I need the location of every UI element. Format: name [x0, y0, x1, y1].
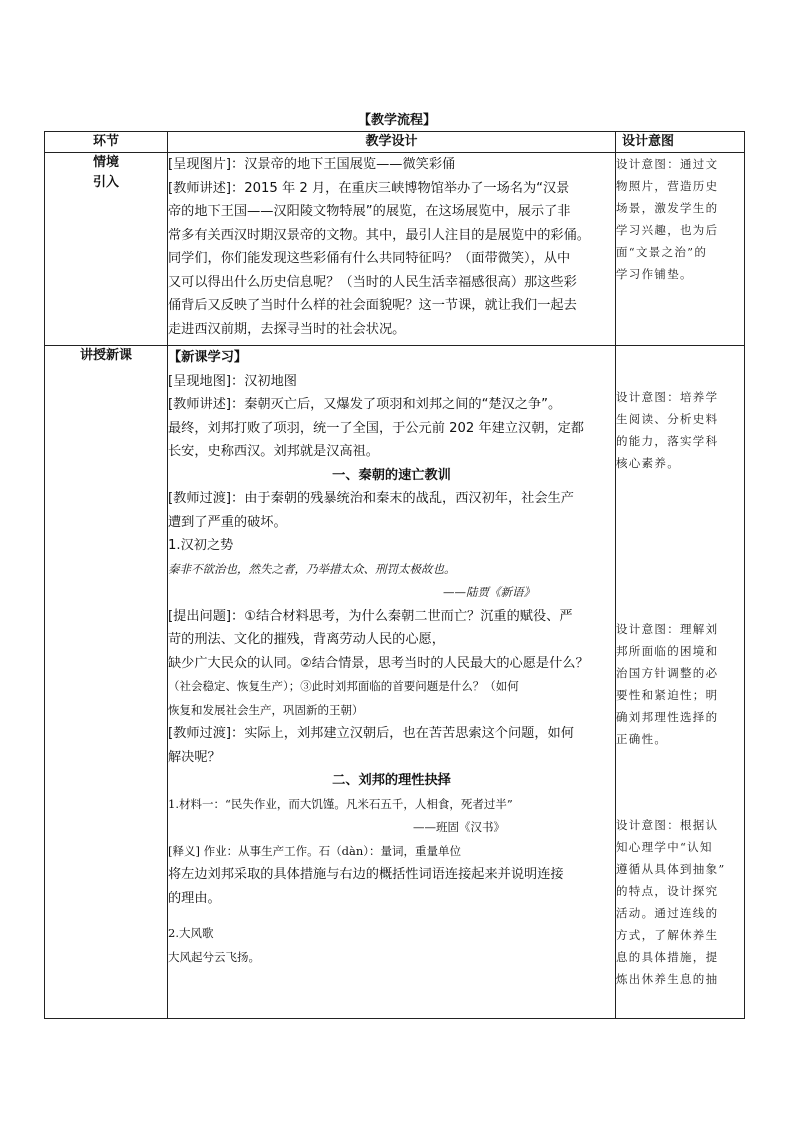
transition-line: [教师过渡]：实际上，刘邦建立汉朝后，也在苦苦思索这个问题，如何	[168, 726, 574, 741]
item-heading-1: 1.汉初之势	[168, 538, 234, 553]
explain-line: [释义] 作业：从事生产工作。石（dàn）：量词，重量单位	[168, 843, 462, 858]
intent-line: 物照片，营造历史	[616, 179, 719, 193]
intent-introduction	[616, 153, 745, 346]
narration-line: 长安，史称西汉。刘邦就是汉高祖。	[168, 444, 379, 459]
section-heading-2: 二、刘邦的理性抉择	[332, 773, 451, 788]
intent-line: 面“文景之治”的	[616, 245, 708, 259]
intent-line: 确刘邦理性选择的	[616, 710, 719, 724]
header-phase: 环节	[45, 132, 168, 153]
document-title: 【教学流程】	[357, 113, 436, 128]
intent-line: 设计意图：理解刘	[616, 622, 719, 636]
teaching-process-table	[44, 131, 745, 1019]
intent-line: 邦所面临的困境和	[616, 644, 719, 658]
intent-line: 治国方针调整的必	[616, 666, 719, 680]
phase-introduction	[45, 153, 168, 346]
map-line: [呈现地图]：汉初地图	[168, 373, 297, 389]
intent-line: 的特点，设计探究	[616, 884, 719, 898]
intro-line: 走进西汉前期，去探寻当时的社会状况。	[168, 321, 406, 337]
intro-line: 同学们，你们能发现这些彩俑有什么共同特征吗？（面带微笑），从中	[168, 251, 571, 266]
task-line: 的理由。	[168, 890, 221, 906]
narration-line: 最终，刘邦打败了项羽，统一了全国，于公元前 202 年建立汉朝，定都	[168, 420, 584, 436]
transition-line: 遭到了严重的破坏。	[168, 514, 287, 530]
header-intent: 设计意图	[616, 132, 745, 153]
intent-line: 场景，激发学生的	[616, 201, 719, 215]
intent-line: 炼出休养生息的抽	[616, 972, 719, 986]
question-line: 苛的刑法、文化的摧残，背离劳动人民的心愿，	[168, 632, 445, 647]
material-line: 1.材料一：“民失作业，而大饥馑。凡米石五千，人相食，死者过半”	[168, 796, 513, 811]
intent-line: 学习作铺垫。	[616, 267, 693, 281]
quote-source: ——陆贾《新语》	[443, 585, 535, 599]
phase-introduction-line1: 情境	[92, 155, 119, 170]
intent-line: 知心理学中“认知	[616, 840, 713, 854]
intent-line: 设计意图：培养学	[616, 390, 719, 404]
task-line: 将左边刘邦采取的具体措施与右边的概括性词语连接起来并说明连接	[168, 867, 564, 882]
design-introduction	[168, 153, 616, 346]
question-line: 恢复和发展社会生产，巩固新的王朝）	[168, 702, 364, 717]
intent-line: 核心素养。	[616, 456, 680, 470]
intent-line: 息的具体措施，提	[616, 950, 719, 964]
header-design: 教学设计	[168, 132, 616, 153]
intro-line: 俑背后又反映了当时什么样的社会面貌呢？这一节课，就让我们一起去	[168, 298, 577, 313]
question-line: [提出问题]：①结合材料思考，为什么秦朝二世而亡？沉重的赋役、严	[168, 608, 573, 624]
design-new-lesson	[168, 346, 616, 1019]
intent-new-lesson	[616, 346, 745, 1019]
table-header-row	[45, 132, 745, 153]
quote-line: 秦非不欲治也，然失之者，乃举措太众、刑罚太极故也。	[168, 561, 456, 576]
transition-line: 解决呢？	[168, 749, 221, 765]
intent-line: 生阅读、分析史料	[616, 412, 719, 426]
intro-line: 常多有关西汉时期汉景帝的文物。其中，最引人注目的是展览中的彩俑。	[168, 227, 590, 243]
intro-line: 又可以得出什么历史信息呢？（当时的人民生活幸福感很高）那这些彩	[168, 274, 577, 290]
intent-line: 活动。通过连线的	[616, 906, 719, 920]
intent-line: 正确性。	[616, 732, 668, 746]
intent-line: 设计意图：根据认	[616, 818, 719, 832]
intent-line: 设计意图：通过文	[616, 157, 719, 171]
question-line: （社会稳定、恢复生产）；③此时刘邦面临的首要问题是什么？（如何	[168, 679, 519, 693]
intent-line: 的能力，落实学科	[616, 434, 719, 448]
phase-new-lesson: 讲授新课	[45, 346, 168, 1019]
intent-line: 学习兴趣，也为后	[616, 223, 719, 237]
intro-line: [教师讲述]：2015 年 2 月，在重庆三峡博物馆举办了一场名为“汉景	[168, 180, 570, 196]
intro-line: 帝的地下王国——汉阳陵文物特展”的展览，在这场展览中，展示了非	[168, 204, 571, 219]
phase-introduction-line2: 引入	[92, 175, 119, 190]
intro-line: [呈现图片]：汉景帝的地下王国展览——微笑彩俑	[168, 157, 456, 172]
intent-line: 方式，了解休养生	[616, 928, 719, 942]
item-heading-2: 2.大风歌	[168, 926, 214, 940]
material-source: ——班固《汉书》	[413, 820, 505, 834]
intent-line: 要性和紧迫性；明	[616, 688, 719, 702]
poem-line: 大风起兮云飞扬。	[168, 949, 260, 964]
row-new-lesson	[45, 346, 745, 1019]
transition-line: [教师过渡]：由于秦朝的残暴统治和秦末的战乱，西汉初年，社会生产	[168, 491, 574, 506]
question-line: 缺少广大民众的认同。②结合情景，思考当时的人民最大的心愿是什么？	[168, 655, 589, 671]
row-introduction	[45, 153, 745, 346]
section-heading-1: 一、秦朝的速亡教训	[332, 467, 451, 483]
narration-line: [教师讲述]：秦朝灭亡后，又爆发了项羽和刘邦之间的“楚汉之争”。	[168, 397, 562, 412]
intent-line: 遵循从具体到抽象”	[616, 862, 726, 876]
new-lesson-heading: 【新课学习】	[168, 350, 248, 365]
